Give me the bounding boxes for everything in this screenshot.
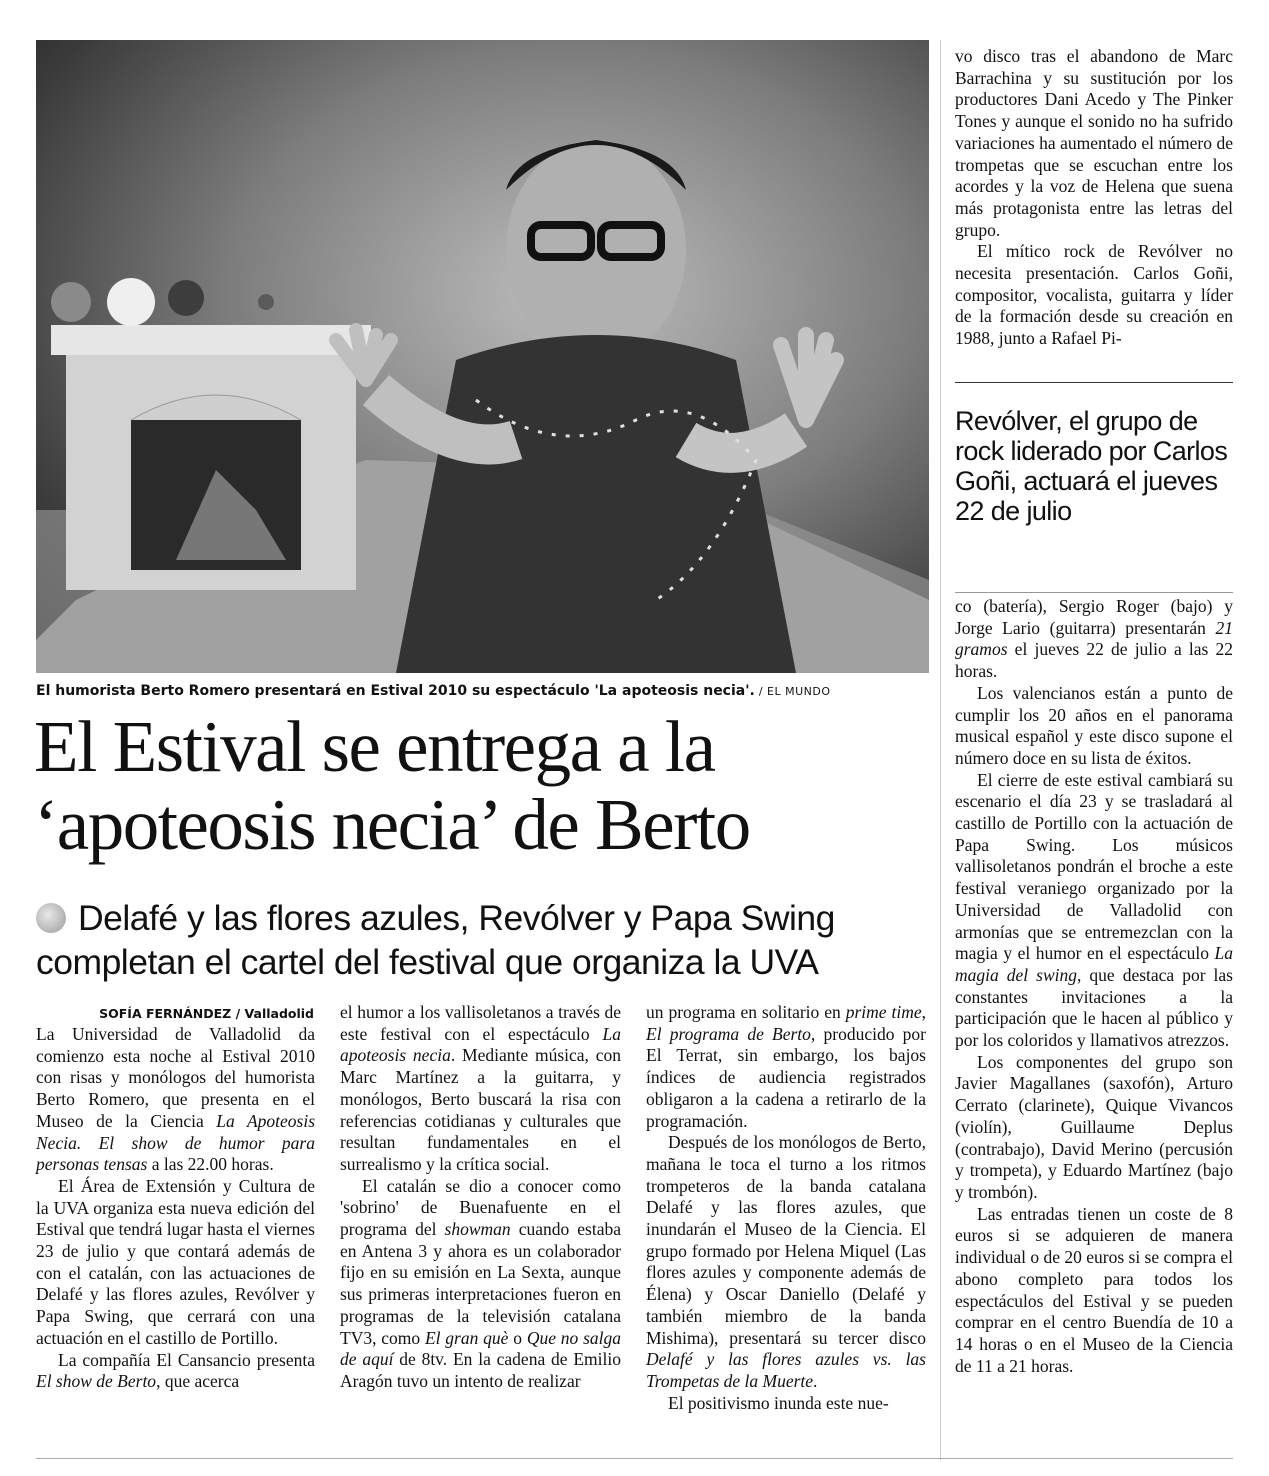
article-column-2: [340, 1002, 621, 1393]
bullet-icon: [36, 903, 66, 933]
pullquote-rule-top: [955, 382, 1233, 383]
caption-credit: / EL MUNDO: [754, 685, 831, 698]
headline-line-2: ‘apoteosis necia’ de Berto: [34, 784, 750, 865]
paragraph: un programa en solitario en prime time, El programa de Berto, producido por El Terrat, sin embargo, los bajos índices de audiencia registrados obligaron a la cadena a retirarlo de la programación.: [646, 1002, 926, 1131]
paragraph: el humor a los vallisoletanos a través de este festival con el espectáculo La apoteosis necia. Mediante música, con Marc Martínez a la guitarra, y monólogos, Berto buscará la risa con referencias cotidianas y culturales que resultan fundamentales en el surrealismo y la crítica social.: [340, 1002, 621, 1174]
subhead-line-1: Delafé y las flores azules, Revólver y Papa Swing: [78, 898, 835, 938]
article-column-4-top: [955, 46, 1233, 350]
paragraph: La Universidad de Valladolid da comienzo esta noche al Estival 2010 con risas y monólogos del humorista Berto Romero, que presenta en el Museo de la Ciencia La Apoteosis Necia. El show de humor para personas tensas a las 22.00 horas.: [36, 1024, 316, 1175]
subhead-line-2: completan el cartel del festival que organiza la UVA: [36, 942, 819, 982]
pullquote-rule-bottom: [955, 592, 1233, 593]
pullquote: Revólver, el grupo de rock liderado por Carlos Goñi, actuará el jueves 22 de julio: [955, 406, 1228, 526]
paragraph: Después de los monólogos de Berto, mañana le toca el turno a los ritmos trompeteros de la banda catalana Delafé y las flores azules, que inundarán el Museo de la Ciencia. El grupo formado por Helena Miquel (Las flores azules y componente además de Élena) y Oscar Daniello (Delafé y también miembro de la banda Mishima), presentará su tercer disco Delafé y las flores azules vs. las Trompetas de la Muerte.: [646, 1132, 926, 1391]
subheadline: [36, 896, 936, 984]
paragraph: Los componentes del grupo son Javier Magallanes (saxofón), Arturo Cerrato (clarinete), Quique Vivancos (violín), Guillaume Deplus (contrabajo), David Merino (percusión y trompeta), y Eduardo Martínez (bajo y trombón).: [955, 1051, 1233, 1202]
paragraph: El Área de Extensión y Cultura de la UVA organiza esta nueva edición del Estival que tendrá lugar hasta el viernes 23 de julio y que contará además de con el catalán, con las actuaciones de Delafé y las flores azules, Revólver y Papa Swing, que cerrará con una actuación en el castillo de Portillo.: [36, 1175, 315, 1348]
paragraph: El positivismo inunda este nue-: [668, 1392, 889, 1413]
paragraph: El mítico rock de Revólver no necesita presentación. Carlos Goñi, compositor, vocalista, guitarra y líder de la formación desde su creación en 1988, junto a Rafael Pi-: [955, 241, 1233, 349]
paragraph: co (batería), Sergio Roger (bajo) y Jorge Lario (guitarra) presentarán 21 gramos el jueves 22 de julio a las 22 horas.: [955, 596, 1233, 682]
article-column-3: [646, 1002, 926, 1414]
paragraph: vo disco tras el abandono de Marc Barrachina y su sustitución por los productores Dani Acedo y The Pinker Tones y aunque el sonido no ha sufrido variaciones ha aumentado el número de trompetas que se escuchan entre los acordes y la voz de Helena que suena más protagonista entre las letras del grupo.: [955, 46, 1233, 240]
column-divider: [940, 40, 941, 1460]
paragraph: La compañía El Cansancio presenta El show de Berto, que acerca: [36, 1349, 315, 1392]
headline: [34, 708, 934, 864]
paragraph: Las entradas tienen un coste de 8 euros si se adquieren de manera individual o de 20 euros si se compra el abono completo para todos los espectáculos del Estival y se pueden comprar en el centro Buendía de 10 a 14 horas o en el Museo de la Ciencia de 11 a 21 horas.: [955, 1203, 1233, 1376]
caption-text: El humorista Berto Romero presentará en Estival 2010 su espectáculo 'La apoteosis necia'.: [36, 683, 755, 699]
photo-illustration: [36, 40, 929, 673]
paragraph: Los valencianos están a punto de cumplir los 20 años en el panorama musical español y este disco supone el número doce en su lista de éxitos.: [955, 682, 1233, 768]
headline-line-1: El Estival se entrega a la: [34, 706, 715, 787]
byline: SOFÍA FERNÁNDEZ / Valladolid: [99, 1006, 314, 1021]
article-photo: [36, 40, 929, 673]
paragraph: El cierre de este estival cambiará su escenario el día 23 y se trasladará al castillo de Portillo con la actuación de Papa Swing. Los músicos vallisoletanos pondrán el broche a este festival veraniego organizado por la Universidad de Valladolid con armonías que se entremezclan con la magia y el humor en el espectáculo La magia del swing, que destaca por las constantes invitaciones a la participación que le hacen al público y por los coloridos y llamativos atrezzos.: [955, 769, 1233, 1051]
bottom-rule: [36, 1458, 1233, 1459]
paragraph: El catalán se dio a conocer como 'sobrino' de Buenafuente en el programa del showman cuando estaba en Antena 3 y ahora es un colaborador fijo en su emisión en La Sexta, aunque sus primeras interpretaciones fueron en programas de la televisión catalana TV3, como El gran què o Que no salga de aquí de 8tv. En la cadena de Emilio Aragón tuvo un intento de realizar: [340, 1175, 622, 1391]
photo-caption: [36, 683, 929, 699]
article-column-4-bottom: [955, 596, 1233, 1377]
article-column-1: [36, 1024, 315, 1393]
